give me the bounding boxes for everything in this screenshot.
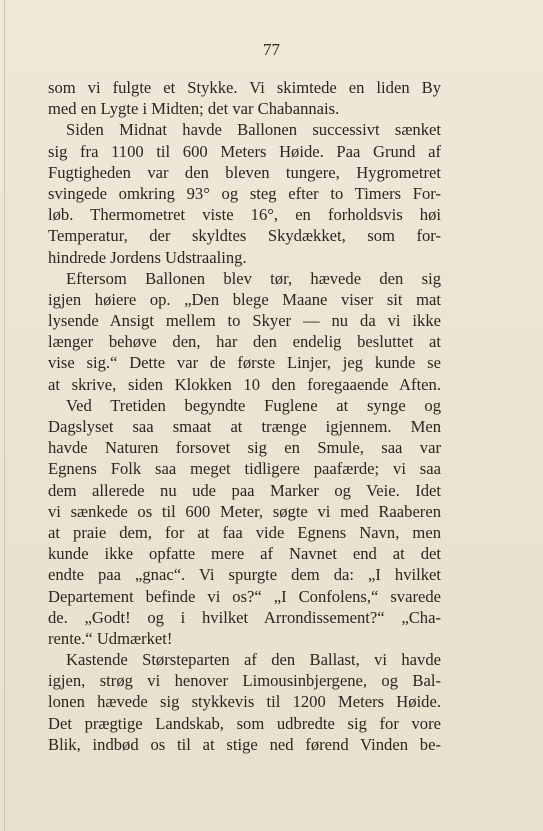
text-line: løb. Thermometret viste 16°, en forholdsvis høi xyxy=(48,205,441,225)
text-line: vi sænkede os til 600 Meter, søgte vi med Raaberen xyxy=(48,501,441,521)
text-line: lysende Ansigt mellem to Skyer — nu da vi ikke xyxy=(48,311,441,331)
text-line: kunde ikke opfatte mere af Navnet end at det xyxy=(48,544,441,564)
text-line: Temperatur, der skyldtes Skydækket, som for- xyxy=(48,226,441,246)
text-line: endte paa „gnac“. Vi spurgte dem da: „I hvilket xyxy=(48,565,441,585)
text-line: Ved Tretiden begyndte Fuglene at synge og xyxy=(66,395,441,415)
text-line: sig fra 1100 til 600 Meters Høide. Paa Grund af xyxy=(48,141,441,161)
text-line: Departement befinde vi os?“ „I Confolens,“ svarede xyxy=(48,586,441,606)
text-line: havde Naturen forsovet sig en Smule, saa var xyxy=(48,438,441,458)
text-line: vise sig.“ Dette var de første Linjer, jeg kunde se xyxy=(48,353,441,373)
text-line: Eftersom Ballonen blev tør, hævede den sig xyxy=(66,268,441,288)
text-line: Egnens Folk saa meget tidligere paafærde; vi saa xyxy=(48,459,441,479)
text-line: længer behøve den, har den endelig besluttet at xyxy=(48,332,441,352)
text-line: lonen hævede sig stykkevis til 1200 Meters Høide. xyxy=(48,692,441,712)
text-line: Blik, indbød os til at stige ned førend Vinden be- xyxy=(48,734,441,754)
text-line: som vi fulgte et Stykke. Vi skimtede en liden By xyxy=(48,78,441,97)
text-line: de. „Godt! og i hvilket Arrondissement?“ „Cha- xyxy=(48,607,441,627)
page-number: 77 xyxy=(263,40,280,59)
text-line: dem allerede nu ude paa Marker og Veie. Idet xyxy=(48,480,441,500)
text-line: at skrive, siden Klokken 10 den foregaaende Aften. xyxy=(48,374,441,394)
text-line: at praie dem, for at faa vide Egnens Navn, men xyxy=(48,522,441,542)
text-line: rente.“ Udmærket! xyxy=(48,628,173,648)
text-line: svingede omkring 93° og steg efter to Timers For- xyxy=(48,183,441,203)
text-line: Kastende Størsteparten af den Ballast, vi havde xyxy=(66,650,441,670)
text-line: Fugtigheden var den bleven tungere, Hygrometret xyxy=(48,162,441,182)
text-line: igjen høiere op. „Den blege Maane viser sit mat xyxy=(48,289,441,309)
text-line: Det prægtige Landskab, som udbredte sig for vore xyxy=(48,713,441,733)
text-line: Siden Midnat havde Ballonen successivt sænket xyxy=(66,120,441,140)
page-edge xyxy=(4,0,5,831)
text-line: hindrede Jordens Udstraaling. xyxy=(48,247,247,267)
body-text xyxy=(48,77,441,755)
text-line: igjen, strøg vi henover Limousinbjergene, og Bal- xyxy=(48,671,441,691)
text-line: Dagslyset saa smaat at trænge igjennem. Men xyxy=(48,417,441,436)
text-line: med en Lygte i Midten; det var Chabannais. xyxy=(48,99,340,119)
